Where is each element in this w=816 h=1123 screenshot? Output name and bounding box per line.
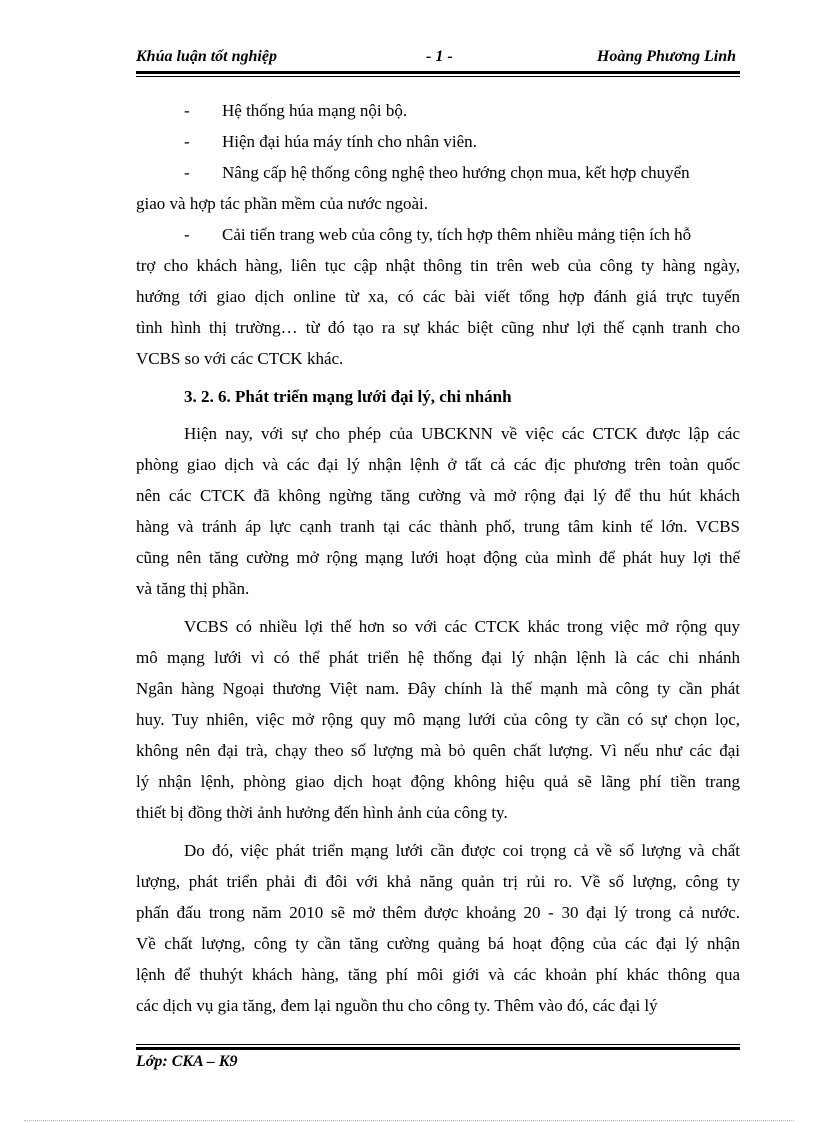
header-rule-thick — [136, 71, 740, 74]
paragraph-line: không nên đại trà, chạy theo số lượng mà bỏ quên chất lượng. Vì nếu như các đại — [136, 741, 740, 760]
paragraph-line: thiết bị đồng thời ảnh hưởng đến hình ảnh của công ty. — [136, 803, 508, 822]
section-heading: 3. 2. 6. Phát triển mạng lưới đại lý, chi nhánh — [184, 387, 512, 406]
header-thesis-title: Khúa luận tốt nghiệp — [136, 48, 277, 65]
paragraph-line: và tăng thị phần. — [136, 579, 250, 598]
bullet-dash: - — [184, 132, 190, 151]
paragraph-line: Do đó, việc phát triển mạng lưới cần được coi trọng cả về số lượng và chất — [184, 841, 740, 860]
text-line: hướng tới giao dịch online từ xa, có các bài viết tổng hợp đánh giá trực tuyến — [136, 287, 740, 306]
text-line: trợ cho khách hàng, liên tục cập nhật thông tin trên web của công ty hàng ngày, — [136, 256, 740, 275]
header-author: Hoàng Phương Linh — [596, 48, 736, 65]
paragraph-line: huy. Tuy nhiên, việc mở rộng quy mô mạng lưới của công ty cần có sự chọn lọc, — [136, 710, 740, 729]
bullet-item — [136, 158, 740, 188]
text-line: tình hình thị trường… từ đó tạo ra sự khác biệt cũng như lợi thế cạnh tranh cho — [136, 318, 740, 337]
bullet-dash: - — [184, 163, 190, 182]
bullet-dash: - — [184, 101, 190, 120]
paragraph-line: lý nhận lệnh, phòng giao dịch hoạt động không hiệu quả sẽ lãng phí tiền trang — [136, 772, 740, 791]
bullet-text: Hiện đại húa máy tính cho nhân viên. — [222, 132, 477, 151]
paragraph-line: các dịch vụ gia tăng, đem lại nguồn thu cho công ty. Thêm vào đó, các đại lý — [136, 996, 658, 1015]
paragraph-line: mô mạng lưới vì có thể phát triển hệ thống đại lý nhận lệnh là các chi nhánh — [136, 648, 740, 667]
paragraph-line: lượng, phát triển phải đi đôi với khả năng quản trị rủi ro. Về số lượng, công ty — [136, 872, 740, 891]
bullet-dash: - — [184, 225, 190, 244]
footer-class-label: Lớp: CKA – K9 — [136, 1053, 238, 1070]
bullet-text: Hệ thống húa mạng nội bộ. — [222, 101, 408, 120]
text-line: giao và hợp tác phần mềm của nước ngoài. — [136, 194, 429, 213]
paragraph-line: nên các CTCK đã không ngừng tăng cường và mở rộng đại lý để thu hút khách — [136, 486, 740, 505]
footer-rule-thin — [136, 1044, 740, 1045]
page-bottom-divider — [24, 1120, 794, 1121]
paragraph-line: VCBS có nhiều lợi thế hơn so với các CTCK khác trong việc mở rộng quy — [184, 617, 740, 636]
page-header — [136, 48, 740, 70]
paragraph-line: phấn đấu trong năm 2010 sẽ mở thêm được khoảng 20 - 30 đại lý trong cả nước. — [136, 903, 740, 922]
paragraph-line: Hiện nay, với sự cho phép của UBCKNN về việc các CTCK được lập các — [184, 424, 740, 443]
page-number: - 1 - — [426, 48, 453, 65]
paragraph-line: Về chất lượng, công ty cần tăng cường quảng bá hoạt động của các đại lý nhận — [136, 934, 740, 953]
header-rule-thin — [136, 76, 740, 77]
paragraph-line: phòng giao dịch và các đại lý nhận lệnh ở tất cả các địc phương trên toàn quốc — [136, 455, 740, 474]
paragraph-line: cũng nên tăng cường mở rộng mạng lưới hoạt động của mình để phát huy lợi thế — [136, 548, 740, 567]
text-line: VCBS so với các CTCK khác. — [136, 349, 344, 368]
paragraph-line: lệnh để thuhýt khách hàng, tăng phí môi giới và các khoản phí khác thông qua — [136, 965, 740, 984]
bullet-text: Cải tiến trang web của công ty, tích hợp thêm nhiều mảng tiện ích hỗ — [222, 225, 692, 244]
footer-rule-thick — [136, 1047, 740, 1050]
bullet-text: Nâng cấp hệ thống công nghệ theo hướng chọn mua, kết hợp chuyển — [222, 163, 690, 182]
paragraph-line: Ngân hàng Ngoại thương Việt nam. Đây chính là thế mạnh mà công ty cần phát — [136, 679, 740, 698]
paragraph-line: hàng và tránh áp lực cạnh tranh tại các thành phố, trung tâm kinh tế lớn. VCBS — [136, 517, 740, 536]
